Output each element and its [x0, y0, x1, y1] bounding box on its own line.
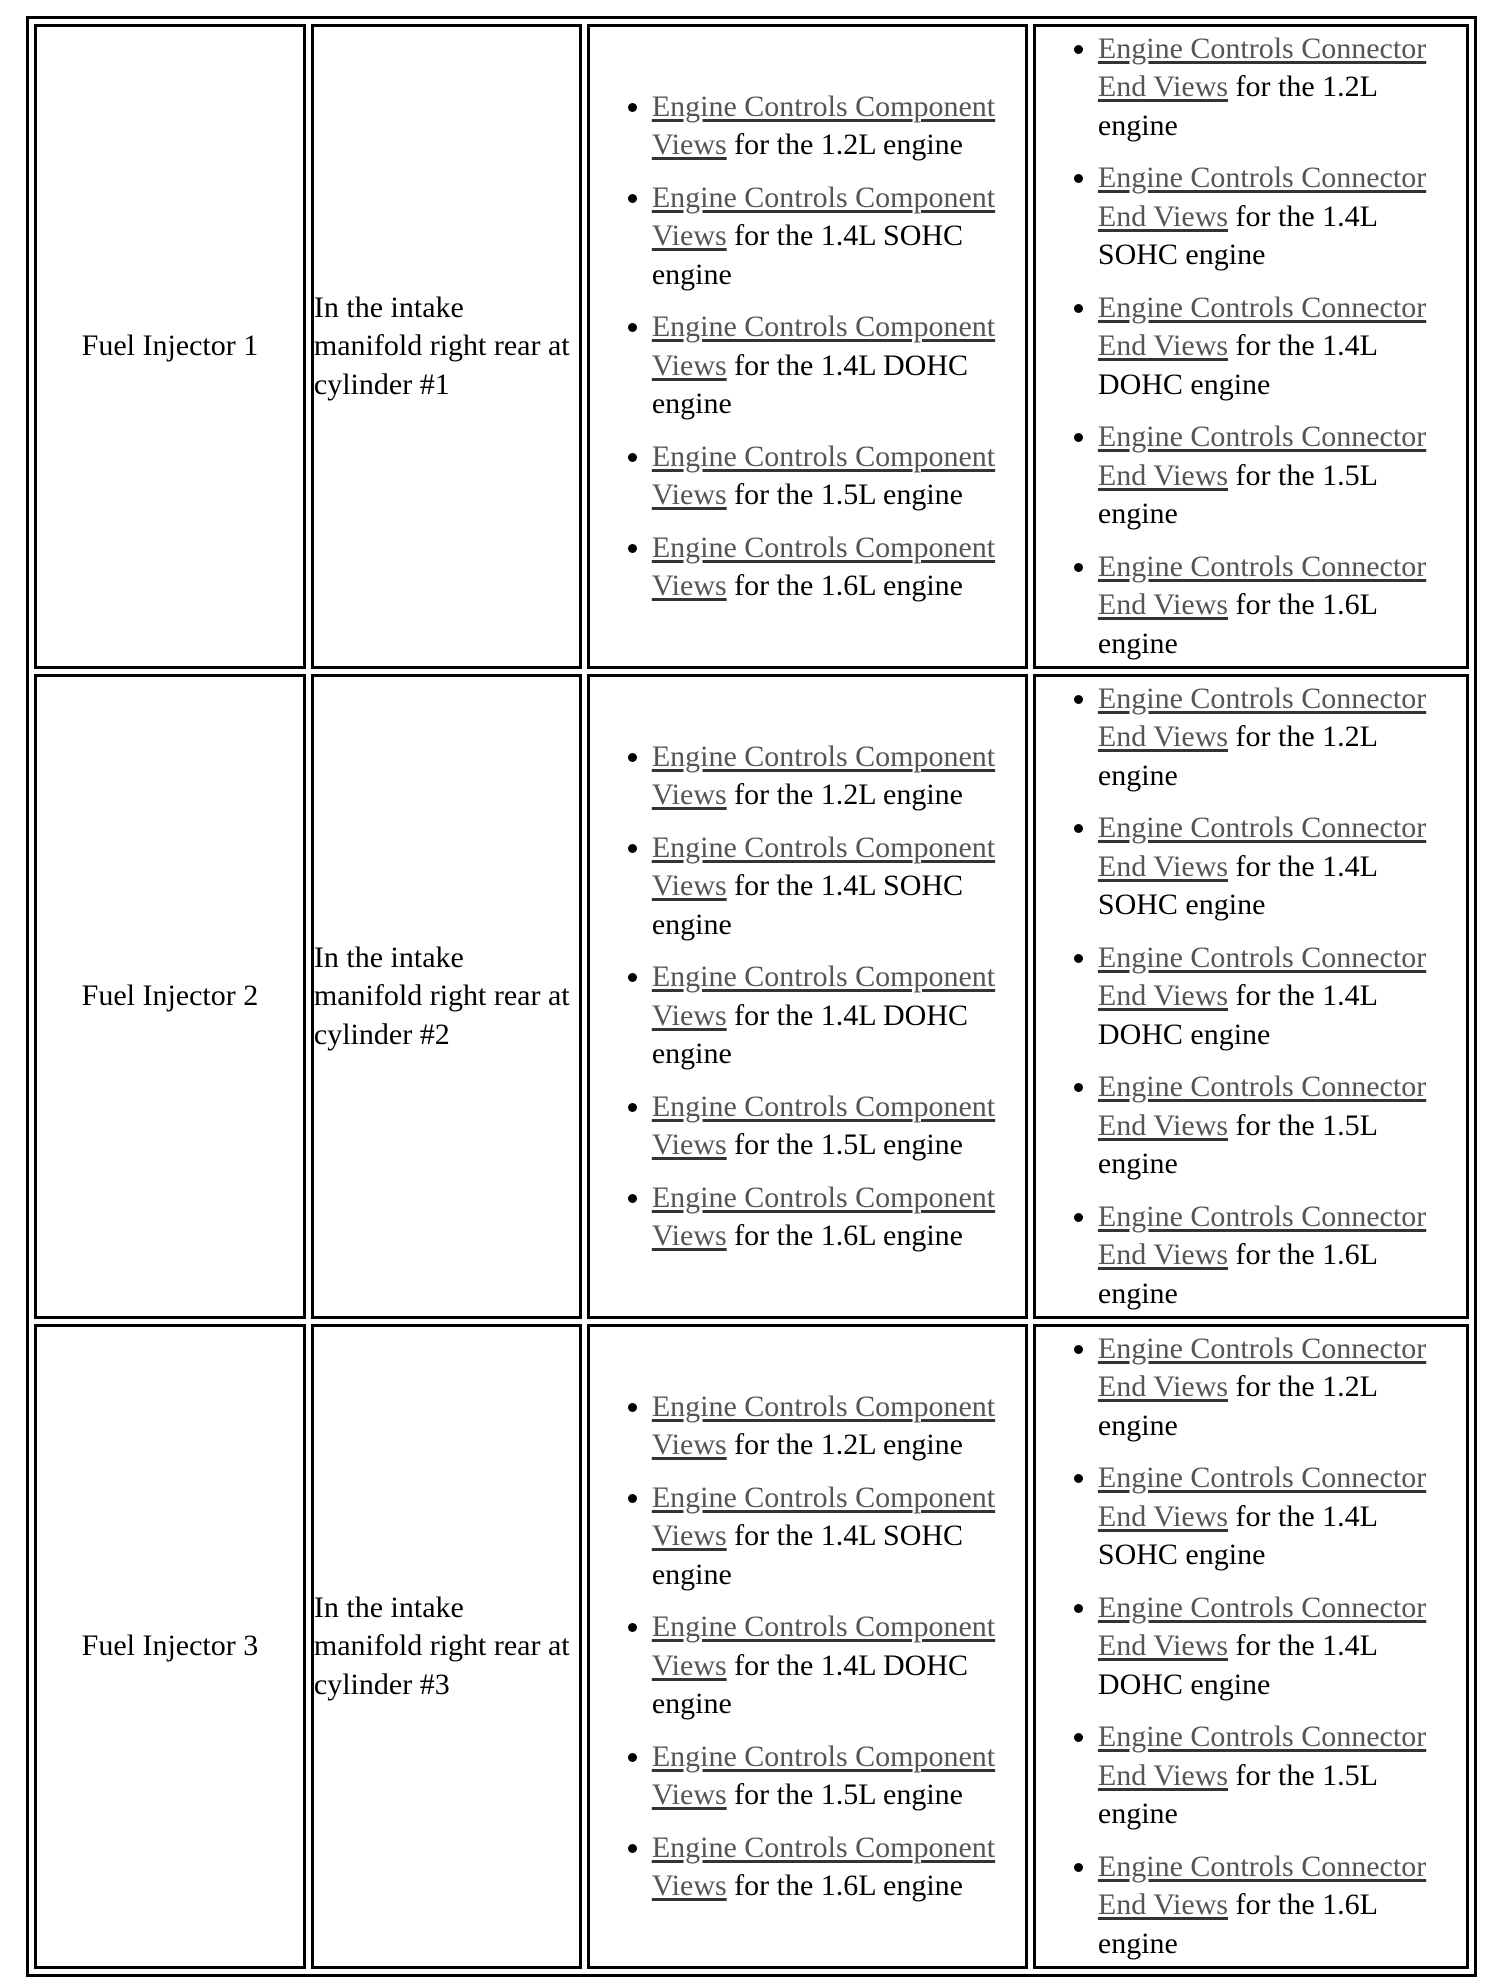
list-item	[1098, 1198, 1466, 1314]
connector-views-cell	[1033, 674, 1469, 1319]
link-suffix: for the 1.5L engine	[726, 478, 963, 511]
list-item	[1098, 939, 1466, 1055]
link-suffix: for the 1.4L SOHC engine	[1097, 849, 1377, 922]
component-views-cell	[587, 674, 1028, 1319]
list-item	[652, 738, 1025, 815]
location-cell	[311, 24, 582, 669]
link-suffix: for the 1.2L engine	[726, 1428, 963, 1461]
component-views-link[interactable]: Engine Controls Component Views	[651, 1389, 996, 1461]
link-suffix: for the 1.2L engine	[1097, 70, 1377, 142]
component-views-list	[590, 1388, 1025, 1906]
list-item	[1098, 1068, 1466, 1184]
list-item	[652, 438, 1025, 515]
component-views-link[interactable]: Engine Controls Component Views	[651, 739, 996, 811]
list-item	[1098, 548, 1466, 664]
connector-views-link[interactable]: Engine Controls Connector End Views	[1097, 1070, 1427, 1142]
component-views-link[interactable]: Engine Controls Component Views	[651, 310, 996, 382]
component-views-link[interactable]: Engine Controls Component Views	[651, 1830, 996, 1902]
connector-views-link[interactable]: Engine Controls Connector End Views	[1097, 811, 1427, 883]
list-item	[1098, 289, 1466, 405]
list-item	[1098, 418, 1466, 534]
list-item	[1098, 1459, 1466, 1575]
connector-views-list	[1036, 30, 1466, 664]
connector-views-cell	[1033, 1324, 1469, 1969]
link-suffix: for the 1.6L engine	[1097, 1238, 1377, 1310]
link-suffix: for the 1.5L engine	[1097, 458, 1377, 531]
component-views-list	[590, 88, 1025, 606]
list-item	[652, 1479, 1025, 1595]
link-suffix: for the 1.2L engine	[1097, 1370, 1377, 1442]
component-views-link[interactable]: Engine Controls Component Views	[651, 439, 996, 511]
list-item	[652, 529, 1025, 606]
component-views-link[interactable]: Engine Controls Component Views	[651, 1089, 996, 1161]
link-suffix: for the 1.4L SOHC engine	[651, 219, 964, 291]
list-item	[1098, 159, 1466, 275]
link-suffix: for the 1.4L DOHC engine	[1097, 1629, 1377, 1701]
list-item	[652, 308, 1025, 424]
component-views-cell	[587, 24, 1028, 669]
component-views-link[interactable]: Engine Controls Component Views	[651, 89, 996, 161]
link-suffix: for the 1.2L engine	[1097, 720, 1377, 792]
link-suffix: for the 1.5L engine	[1097, 1758, 1377, 1831]
connector-views-link[interactable]: Engine Controls Connector End Views	[1097, 1590, 1427, 1663]
location-cell	[311, 1324, 582, 1969]
link-suffix: for the 1.4L DOHC engine	[1097, 979, 1377, 1051]
list-item	[1098, 1589, 1466, 1705]
list-item	[652, 958, 1025, 1074]
list-item	[652, 1738, 1025, 1815]
link-suffix: for the 1.4L SOHC engine	[651, 1519, 964, 1591]
component-views-link[interactable]: Engine Controls Component Views	[651, 830, 996, 902]
link-suffix: for the 1.4L DOHC engine	[651, 998, 969, 1070]
list-item	[652, 179, 1025, 295]
link-suffix: for the 1.6L engine	[1097, 588, 1377, 660]
component-views-link[interactable]: Engine Controls Component Views	[651, 960, 996, 1032]
connector-views-link[interactable]: Engine Controls Connector End Views	[1097, 549, 1427, 622]
link-suffix: for the 1.5L engine	[726, 1128, 963, 1161]
link-suffix: for the 1.6L engine	[1097, 1888, 1377, 1960]
link-suffix: for the 1.5L engine	[726, 1778, 963, 1811]
component-views-link[interactable]: Engine Controls Component Views	[651, 180, 996, 252]
component-views-list	[590, 738, 1025, 1256]
connector-views-link[interactable]: Engine Controls Connector End Views	[1097, 1199, 1427, 1272]
connector-views-link[interactable]: Engine Controls Connector End Views	[1097, 1461, 1427, 1533]
list-item	[1098, 809, 1466, 925]
list-item	[652, 1179, 1025, 1256]
link-suffix: for the 1.2L engine	[726, 128, 963, 161]
location-cell	[311, 674, 582, 1319]
component-views-link[interactable]: Engine Controls Component Views	[651, 530, 996, 602]
list-item	[652, 1088, 1025, 1165]
list-item	[1098, 30, 1466, 146]
link-suffix: for the 1.4L DOHC engine	[1097, 329, 1377, 401]
list-item	[652, 1388, 1025, 1465]
connector-views-link[interactable]: Engine Controls Connector End Views	[1097, 940, 1427, 1013]
component-name: Fuel Injector 2	[81, 979, 259, 1013]
link-suffix: for the 1.2L engine	[726, 778, 963, 811]
connector-views-list	[1036, 680, 1466, 1314]
connector-views-cell	[1033, 24, 1469, 669]
connector-views-link[interactable]: Engine Controls Connector End Views	[1097, 681, 1427, 754]
component-views-link[interactable]: Engine Controls Component Views	[651, 1480, 996, 1552]
list-item	[652, 1829, 1025, 1906]
component-name-cell	[34, 674, 306, 1319]
list-item	[1098, 1718, 1466, 1834]
list-item	[1098, 1330, 1466, 1446]
component-views-link[interactable]: Engine Controls Component Views	[651, 1739, 996, 1811]
connector-views-link[interactable]: Engine Controls Connector End Views	[1097, 420, 1427, 492]
table-row	[34, 24, 1469, 669]
location-text: In the intake manifold right rear at cylinder #1	[313, 290, 570, 401]
connector-views-link[interactable]: Engine Controls Connector End Views	[1097, 1331, 1427, 1404]
list-item	[652, 88, 1025, 165]
link-suffix: for the 1.4L SOHC engine	[1097, 1499, 1377, 1572]
list-item	[1098, 680, 1466, 796]
location-text: In the intake manifold right rear at cylinder #2	[313, 940, 570, 1051]
list-item	[1098, 1848, 1466, 1964]
location-text: In the intake manifold right rear at cylinder #3	[313, 1590, 570, 1701]
connector-views-link[interactable]: Engine Controls Connector End Views	[1097, 31, 1427, 104]
component-name: Fuel Injector 1	[81, 329, 259, 363]
link-suffix: for the 1.6L engine	[726, 1219, 963, 1252]
connector-views-link[interactable]: Engine Controls Connector End Views	[1097, 290, 1427, 363]
link-suffix: for the 1.4L SOHC engine	[1097, 199, 1377, 272]
component-name: Fuel Injector 3	[81, 1629, 259, 1663]
connector-views-link[interactable]: Engine Controls Connector End Views	[1097, 1720, 1427, 1792]
link-suffix: for the 1.5L engine	[1097, 1108, 1377, 1181]
link-suffix: for the 1.4L SOHC engine	[651, 869, 964, 941]
table-row	[34, 674, 1469, 1319]
link-suffix: for the 1.4L DOHC engine	[651, 348, 969, 420]
component-location-table	[26, 16, 1477, 1977]
list-item	[652, 829, 1025, 945]
link-suffix: for the 1.6L engine	[726, 1869, 963, 1902]
component-name-cell	[34, 24, 306, 669]
connector-views-list	[1036, 1330, 1466, 1964]
component-views-link[interactable]: Engine Controls Component Views	[651, 1610, 996, 1682]
link-suffix: for the 1.4L DOHC engine	[651, 1648, 969, 1720]
table-row	[34, 1324, 1469, 1969]
list-item	[652, 1608, 1025, 1724]
component-name-cell	[34, 1324, 306, 1969]
connector-views-link[interactable]: Engine Controls Connector End Views	[1097, 1849, 1427, 1922]
connector-views-link[interactable]: Engine Controls Connector End Views	[1097, 161, 1427, 233]
component-views-cell	[587, 1324, 1028, 1969]
link-suffix: for the 1.6L engine	[726, 569, 963, 602]
component-views-link[interactable]: Engine Controls Component Views	[651, 1180, 996, 1252]
